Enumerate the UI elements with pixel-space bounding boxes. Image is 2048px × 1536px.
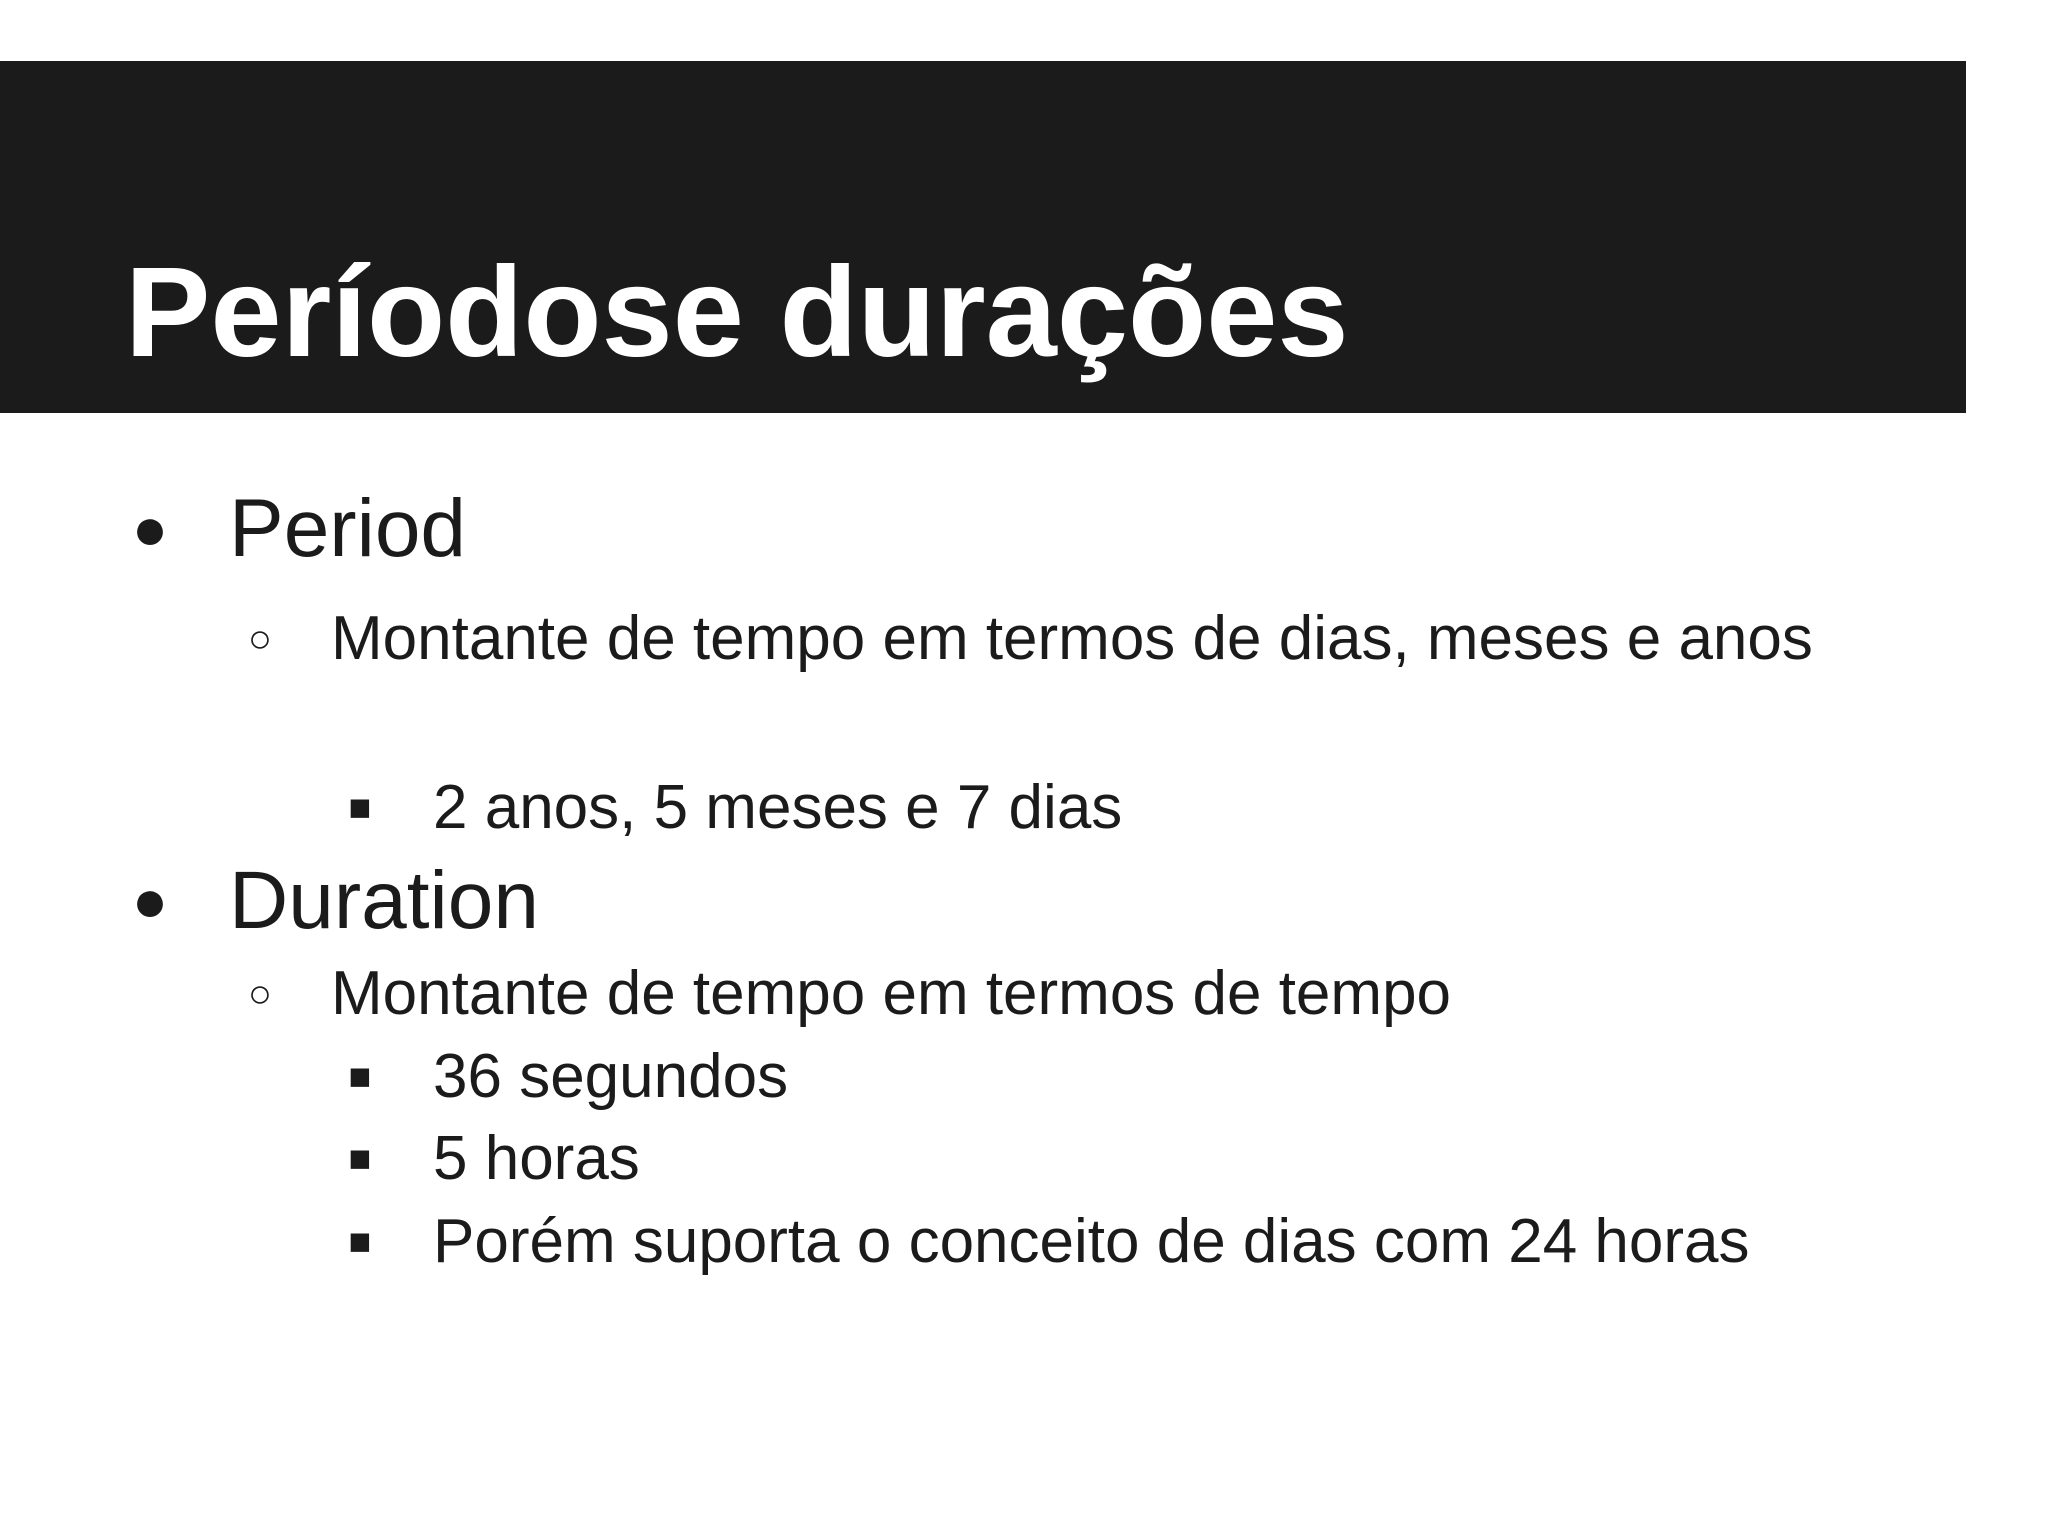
filled-circle-bullet-icon: ●	[131, 495, 169, 562]
list-item-label: 5 horas	[433, 1124, 640, 1193]
list-item-label: Porém suporta o conceito de dias com 24 horas	[433, 1207, 1750, 1276]
slide-title: Períodose durações	[125, 241, 1349, 384]
list-item-label: Montante de tempo em termos de dias, meses e anos	[331, 604, 1813, 673]
square-bullet-icon: ■	[348, 1056, 372, 1098]
list-item-label: Period	[229, 483, 467, 574]
list-item-label: Montante de tempo em termos de tempo	[331, 959, 1452, 1028]
hollow-circle-bullet-icon: ○	[247, 617, 273, 661]
list-item-label: 36 segundos	[433, 1042, 789, 1111]
hollow-circle-bullet-icon: ○	[247, 972, 273, 1016]
list-item-label: Duration	[229, 855, 539, 946]
square-bullet-icon: ■	[348, 1221, 372, 1263]
filled-circle-bullet-icon: ●	[131, 867, 169, 934]
square-bullet-icon: ■	[348, 787, 372, 829]
list-item-label: 2 anos, 5 meses e 7 dias	[433, 773, 1123, 842]
square-bullet-icon: ■	[348, 1138, 372, 1180]
